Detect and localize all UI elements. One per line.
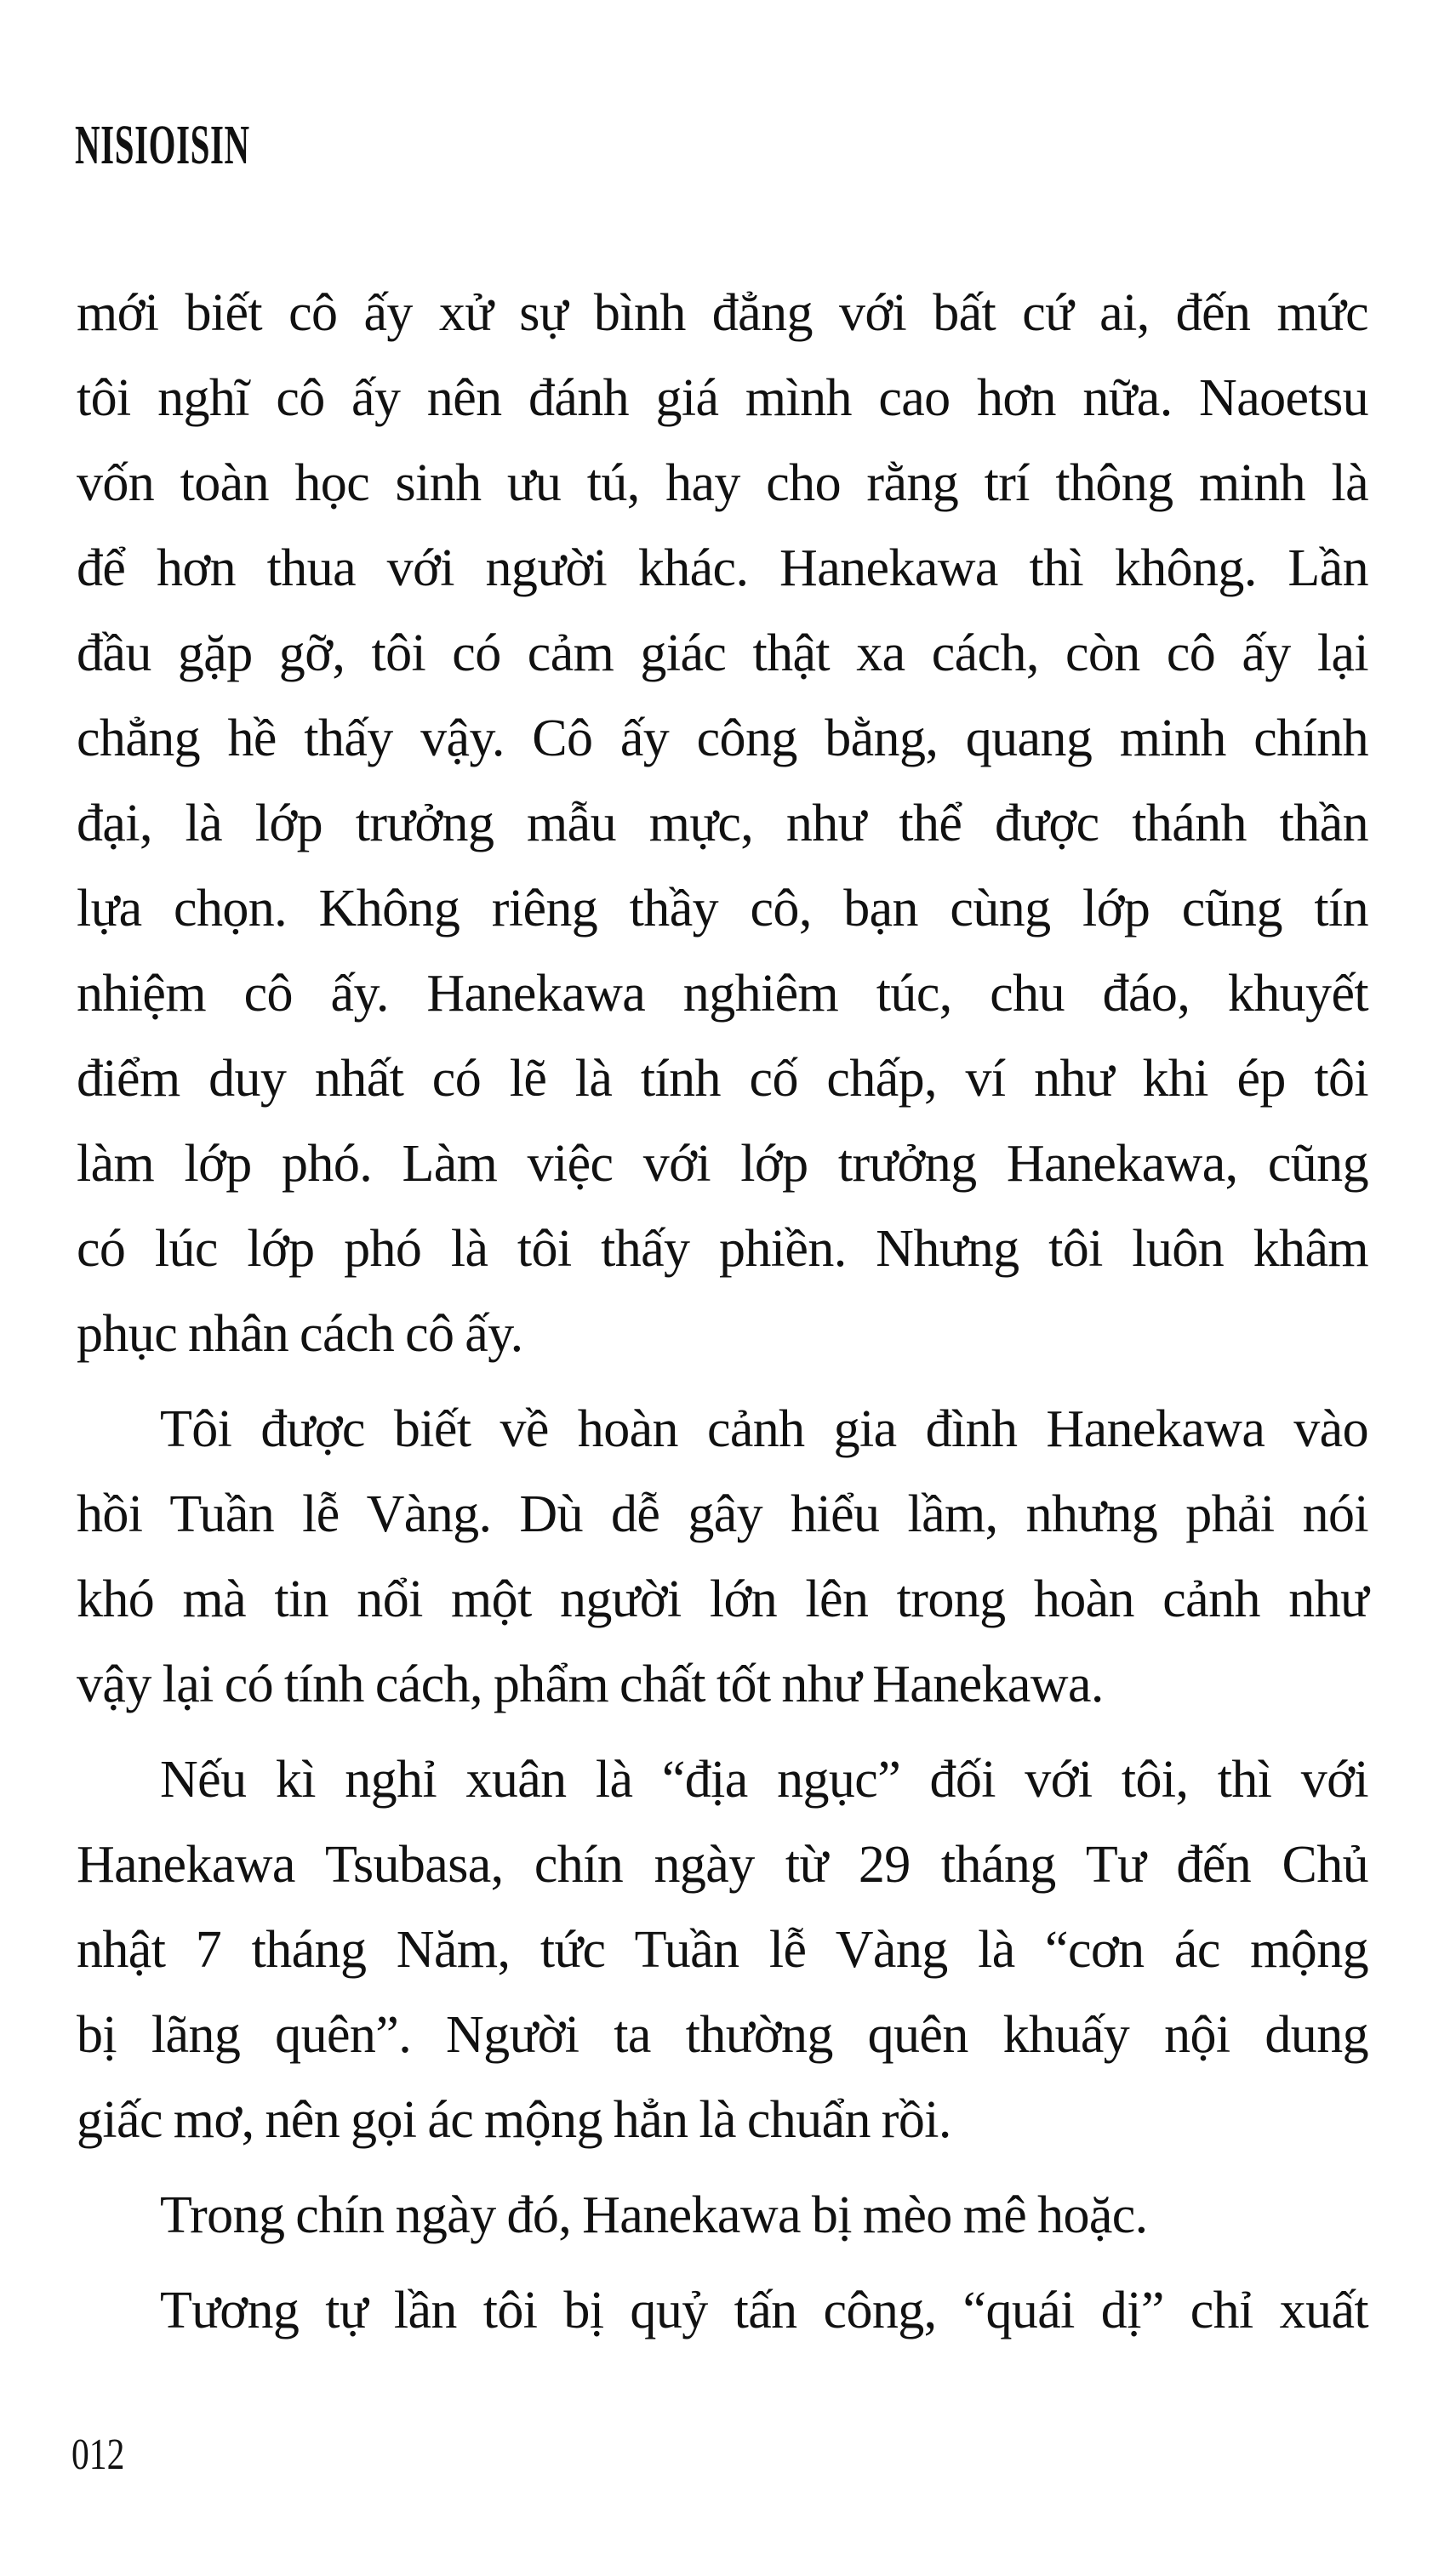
paragraph (77, 1737, 1368, 2163)
text-line: giấc mơ, nên gọi ác mộng hẳn là chuẩn rồi. (77, 2091, 951, 2149)
text-line: tôi nghĩ cô ấy nên đánh giá mình cao hơn nữa. Naoetsu (77, 369, 1368, 427)
text-line: bị lãng quên”. Người ta thường quên khuấy nội dung (77, 2006, 1368, 2064)
text-line: Nếu kì nghỉ xuân là “địa ngục” đối với tôi, thì với (160, 1751, 1368, 1809)
text-line: để hơn thua với người khác. Hanekawa thì không. Lần (77, 539, 1368, 597)
text-line: Hanekawa Tsubasa, chín ngày từ 29 tháng Tư đến Chủ (77, 1836, 1368, 1894)
text-line: Trong chín ngày đó, Hanekawa bị mèo mê hoặc. (160, 2186, 1148, 2244)
page-number: 012 (71, 2431, 125, 2479)
text-line: mới biết cô ấy xử sự bình đẳng với bất cứ ai, đến mức (77, 284, 1368, 342)
text-line: nhiệm cô ấy. Hanekawa nghiêm túc, chu đáo, khuyết (77, 965, 1368, 1023)
text-line: khó mà tin nổi một người lớn lên trong hoàn cảnh như (77, 1570, 1368, 1628)
text-line: Tương tự lần tôi bị quỷ tấn công, “quái dị” chỉ xuất (160, 2282, 1368, 2339)
text-line: vốn toàn học sinh ưu tú, hay cho rằng trí thông minh là (77, 454, 1368, 512)
paragraph (77, 2268, 1368, 2353)
text-line: làm lớp phó. Làm việc với lớp trưởng Hanekawa, cũng (77, 1135, 1368, 1193)
text-line: đại, là lớp trưởng mẫu mực, như thể được thánh thần (77, 795, 1368, 852)
text-line: phục nhân cách cô ấy. (77, 1305, 523, 1363)
paragraph (77, 2173, 1368, 2258)
text-line: vậy lại có tính cách, phẩm chất tốt như Hanekawa. (77, 1656, 1104, 1713)
text-line: hồi Tuần lễ Vàng. Dù dễ gây hiểu lầm, nhưng phải nói (77, 1485, 1368, 1543)
paragraph (77, 271, 1368, 1376)
text-line: có lúc lớp phó là tôi thấy phiền. Nhưng tôi luôn khâm (77, 1220, 1368, 1278)
text-line: đầu gặp gỡ, tôi có cảm giác thật xa cách, còn cô ấy lại (77, 624, 1368, 682)
text-line: điểm duy nhất có lẽ là tính cố chấp, ví như khi ép tôi (77, 1050, 1368, 1108)
text-line: lựa chọn. Không riêng thầy cô, bạn cùng lớp cũng tín (77, 880, 1368, 938)
paragraph (77, 1387, 1368, 1727)
text-line: nhật 7 tháng Năm, tức Tuần lễ Vàng là “cơn ác mộng (77, 1921, 1368, 1979)
running-header-author: NISIOISIN (75, 114, 250, 176)
body-text (77, 271, 1368, 2363)
text-line: chẳng hề thấy vậy. Cô ấy công bằng, quang minh chính (77, 710, 1368, 767)
text-line: Tôi được biết về hoàn cảnh gia đình Hanekawa vào (160, 1400, 1368, 1458)
